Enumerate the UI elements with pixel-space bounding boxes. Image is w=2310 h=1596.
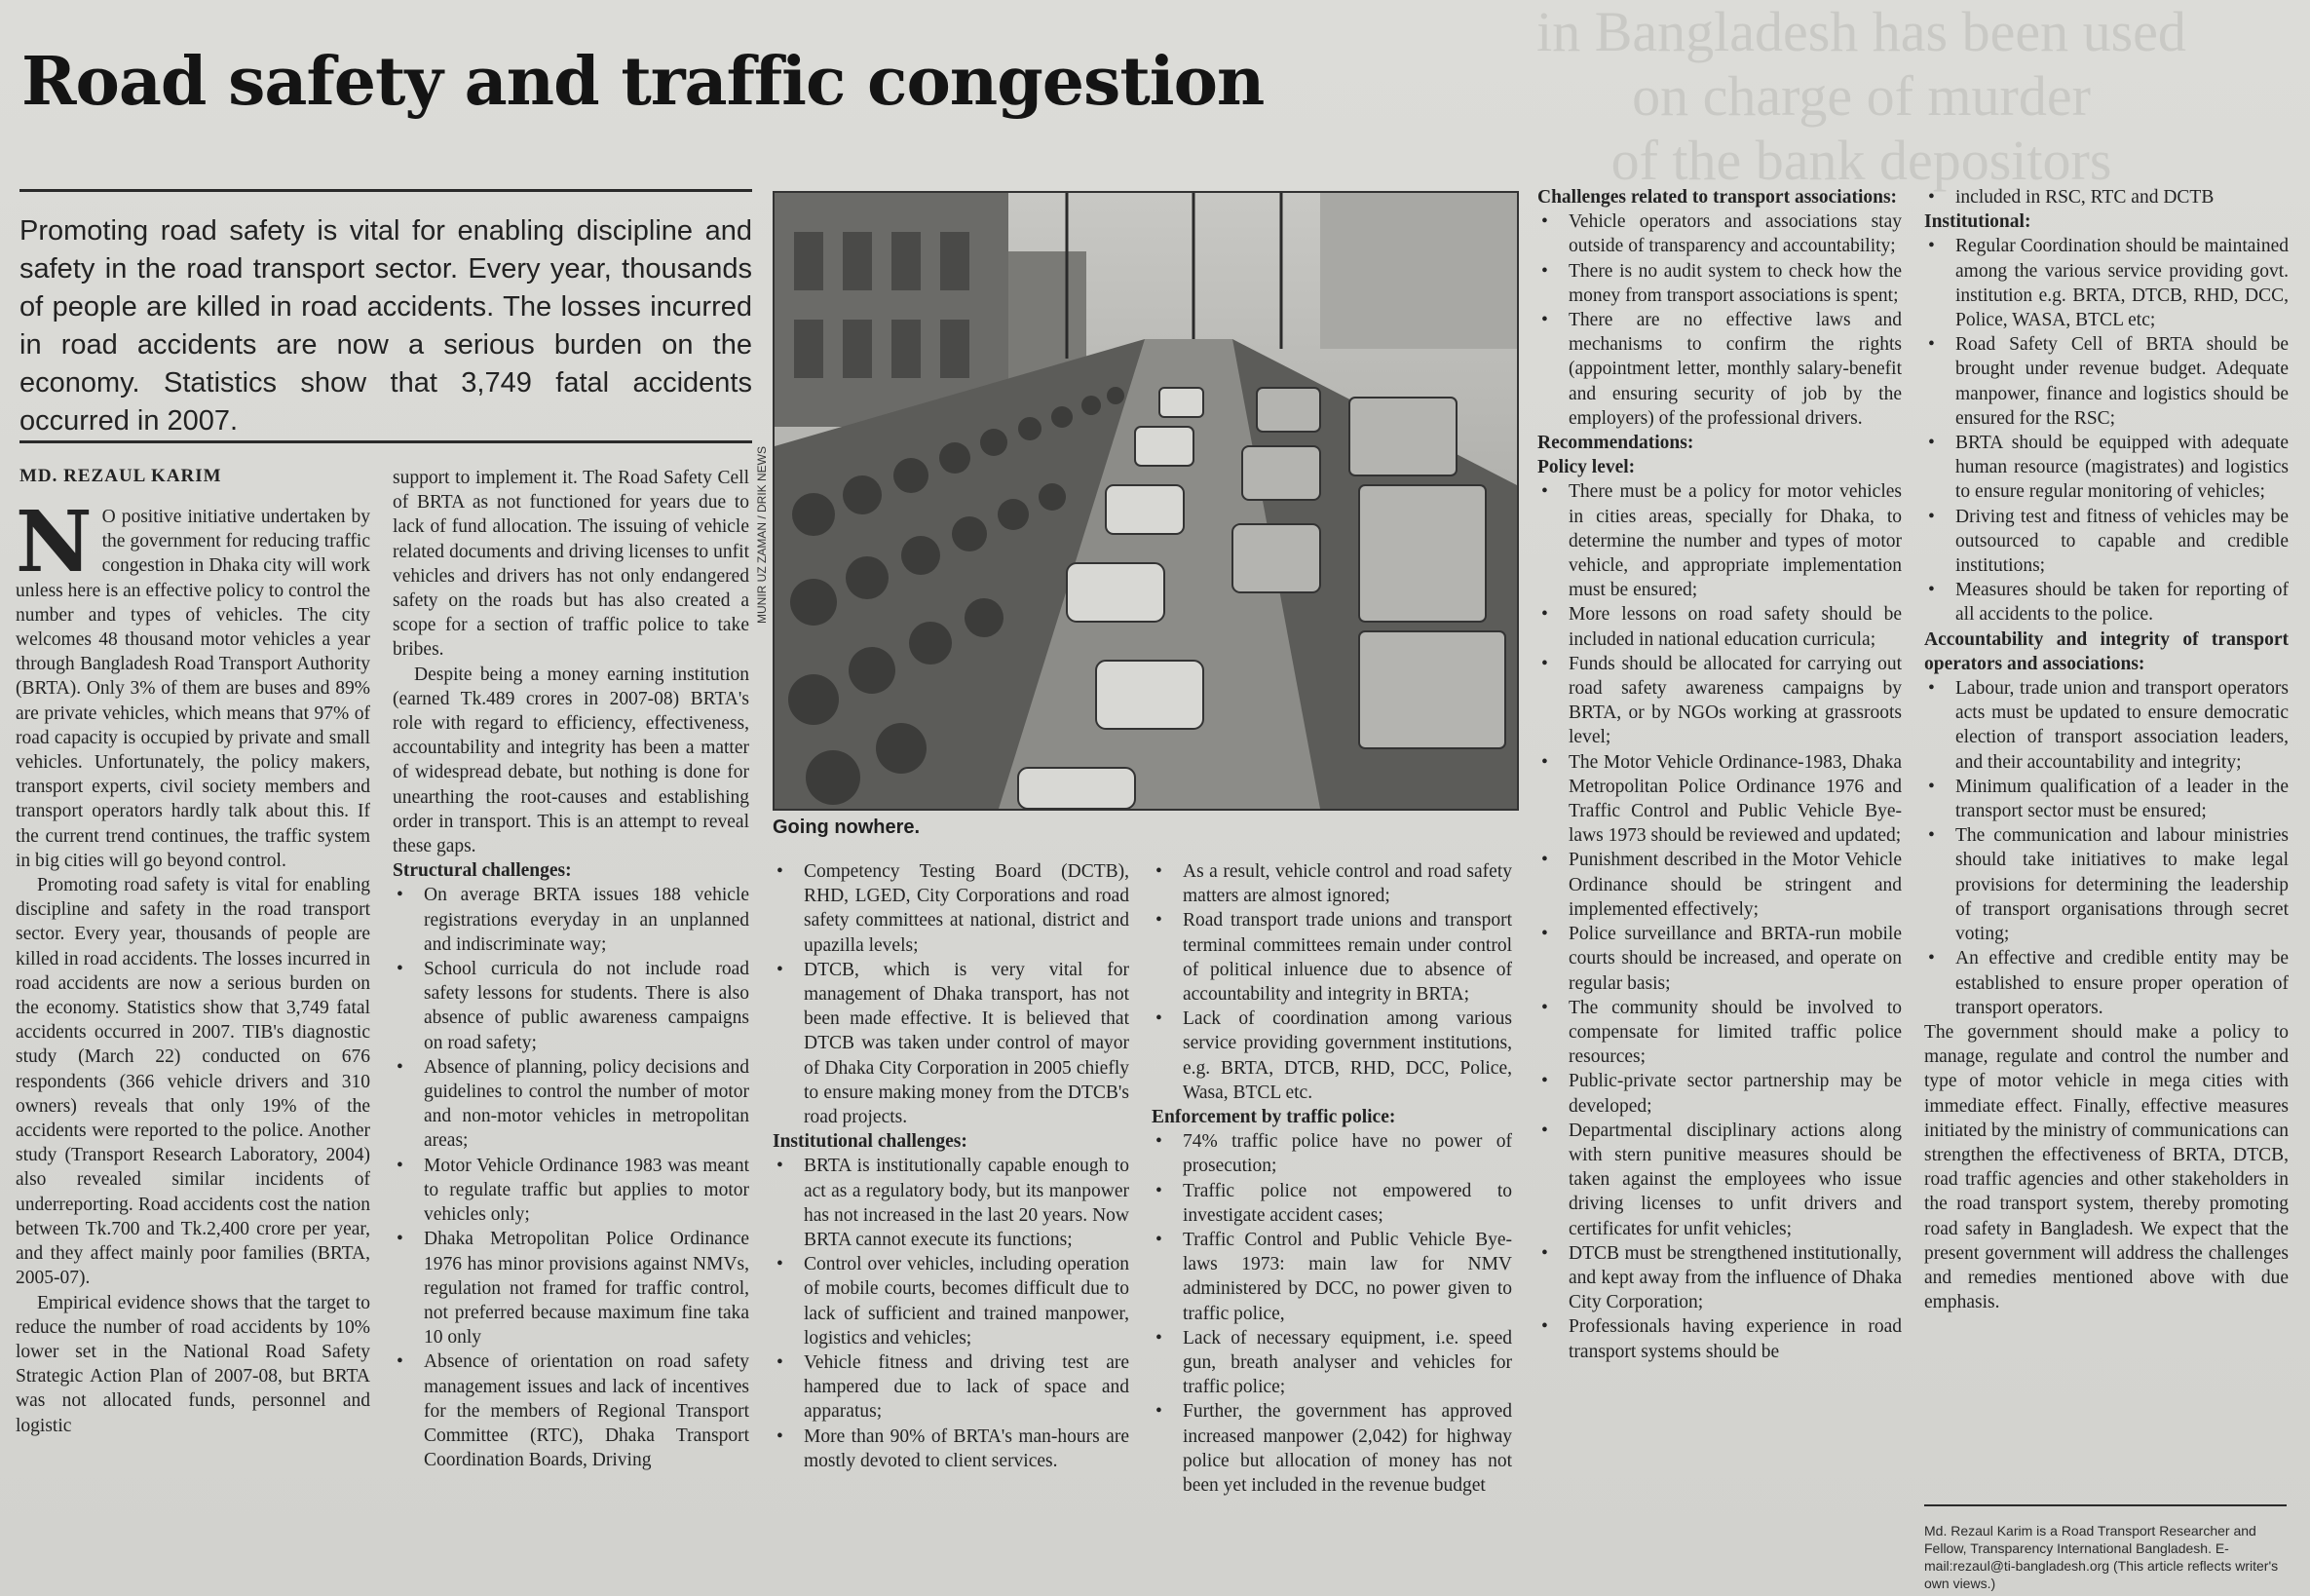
- section-heading: Recommendations:: [1537, 433, 1694, 454]
- bullet-item: • Punishment described in the Motor Vehicle Ordinance should be stringent and implemented effectively;: [1537, 848, 1902, 922]
- section-subheading: Policy level:: [1537, 457, 1636, 478]
- bullet-continuation: • As a result, vehicle control and road safety matters are almost ignored;: [1152, 859, 1512, 908]
- article-column-2: [393, 466, 749, 1472]
- bullet-continuation: • included in RSC, RTC and DCTB: [1924, 185, 2289, 209]
- bullet-item: • Dhaka Metropolitan Police Ordinance 1976 has minor provisions against NMVs, regulation not framed for traffic control, not preferred because maximum fine taka 10 only: [393, 1227, 749, 1349]
- bullet-item: • More lessons on road safety should be included in national education curricula;: [1537, 602, 1902, 651]
- bullet-item: • Lack of coordination among various service providing government institutions, e.g. BRTA, DTCB, RHD, DCC, Police, Wasa, BTCL etc.: [1152, 1007, 1512, 1105]
- bullet-item: • Absence of planning, policy decisions and guidelines to control the number of motor and non-motor vehicles in metropolitan areas;: [393, 1055, 749, 1154]
- bullet-item: • Minimum qualification of a leader in the transport sector must be ensured;: [1924, 775, 2289, 823]
- bullet-item: • Departmental disciplinary actions along with stern punitive measures should be taken against the employees who issue driving licenses to unfit drivers and certificates for unfit vehicles;: [1537, 1119, 1902, 1241]
- photo-credit: MUNIR UZ ZAMAN / DRIK NEWS: [755, 446, 769, 624]
- bullet-item: • Measures should be taken for reporting of all accidents to the police.: [1924, 578, 2289, 627]
- bullet-list: [1924, 185, 2289, 209]
- bullet-item: • Road Safety Cell of BRTA should be brought under revenue budget. Adequate manpower, finance and logistics should be ensured for the RSC;: [1924, 332, 2289, 431]
- bullet-item: • Regular Coordination should be maintained among the various service providing govt. institution e.g. BRTA, DTCB, RHD, DCC, Police, WASA, BTCL etc;: [1924, 234, 2289, 332]
- bullet-item: • There must be a policy for motor vehicles in cities areas, specially for Dhaka, to determine the number and types of motor vehicle, and appropriate implementation must be ensured;: [1537, 479, 1902, 602]
- bullet-item: • Police surveillance and BRTA-run mobile courts should be increased, and operate on regular basis;: [1537, 922, 1902, 996]
- section-heading: Institutional challenges:: [773, 1131, 967, 1153]
- bullet-item: • There is no audit system to check how the money from transport associations is spent;: [1537, 259, 1902, 308]
- bleed-through-text: in Bangladesh has been used on charge of murder of the bank depositors: [1536, 0, 2186, 192]
- bullet-item: • BRTA is institutionally capable enough to act as a regulatory body, but its manpower has not increased in the last 20 years. Now BRTA cannot execute its functions;: [773, 1154, 1129, 1252]
- author-footnote: Md. Rezaul Karim is a Road Transport Researcher and Fellow, Transparency International Bangladesh. E-mail:rezaul@ti-bangladesh.org (This article reflects writer's own views.): [1924, 1523, 2279, 1591]
- article-column-1: [16, 493, 370, 1438]
- bullet-list: [773, 859, 1129, 1129]
- paragraph: Empirical evidence shows that the target to reduce the number of road accidents by 10% lower set in the National Road Safety Strategic Action Plan of 2007-08, but BRTA was not allocated funds, personnel and logistic: [16, 1292, 370, 1436]
- bullet-item: • More than 90% of BRTA's man-hours are mostly devoted to client services.: [773, 1425, 1129, 1473]
- bullet-item: • Control over vehicles, including operation of mobile courts, becomes difficult due to lack of sufficient and trained manpower, logistics and vehicles;: [773, 1252, 1129, 1350]
- bullet-item: • Public-private sector partnership may be developed;: [1537, 1069, 1902, 1118]
- bullet-list: [1924, 676, 2289, 1020]
- bullet-list: [1537, 479, 1902, 1363]
- traffic-photo: [773, 191, 1519, 811]
- section-heading: Enforcement by traffic police:: [1152, 1107, 1396, 1128]
- bullet-item: • Professionals having experience in road transport systems should be: [1537, 1314, 1902, 1363]
- deck-bottom-rule: [19, 440, 752, 443]
- bullet-item: • BRTA should be equipped with adequate human resource (magistrates) and logistics to ensure regular monitoring of vehicles;: [1924, 431, 2289, 505]
- bullet-list: [1152, 1129, 1512, 1498]
- bullet-item: • Vehicle operators and associations stay outside of transparency and accountability;: [1537, 209, 1902, 258]
- article-column-6: [1924, 185, 2289, 1314]
- bullet-item: • Road transport trade unions and transport terminal committees remain under control of political inluence due to absence of accountability and integrity in BRTA;: [1152, 908, 1512, 1007]
- section-heading: Challenges related to transport associations:: [1537, 187, 1898, 208]
- bullet-item: • Traffic Control and Public Vehicle Bye-laws 1973: main law for NMV administered by DCC, no power given to traffic police,: [1152, 1228, 1512, 1326]
- section-heading: Institutional:: [1924, 211, 2031, 233]
- bullet-list: [1924, 234, 2289, 627]
- bullet-item: • DTCB must be strengthened institutionally, and kept away from the influence of Dhaka City Corporation;: [1537, 1241, 1902, 1315]
- paragraph: Despite being a money earning institution (earned Tk.489 crores in 2007-08) BRTA's role with regard to efficiency, effectiveness, accountability and integrity has been a matter of widespread debate, but nothing is done for unearthing the root-causes and establishing order in transport. This is an attempt to reveal these gaps.: [393, 664, 749, 857]
- traffic-photo-illustration: [775, 193, 1517, 809]
- bullet-item: • The community should be involved to compensate for limited traffic police resources;: [1537, 996, 1902, 1070]
- bullet-item: • Labour, trade union and transport operators acts must be updated to ensure democratic election of transport association leaders, and their accountability and integrity;: [1924, 676, 2289, 775]
- footnote-rule: [1924, 1504, 2287, 1506]
- closing-paragraph: The government should make a policy to manage, regulate and control the number and type of motor vehicle in mega cities with immediate effect. Finally, effective measures initiated by the ministry of communications can strengthen the effectiveness of BRTA, DTCB, road traffic agencies and other stakeholders in the road transport system, thereby promoting road safety in Bangladesh. We expect that the present government will address the challenges and remedies mentioned above with due emphasis.: [1924, 1021, 2289, 1313]
- section-heading: Accountability and integrity of transport operators and associations:: [1924, 628, 2289, 674]
- bullet-item: • 74% traffic police have no power of prosecution;: [1152, 1129, 1512, 1178]
- bullet-item: • Funds should be allocated for carrying out road safety awareness campaigns by BRTA, or by NGOs working at grassroots level;: [1537, 652, 1902, 750]
- bullet-item: • Further, the government has approved increased manpower (2,042) for highway police but allocation of money has not been yet included in the revenue budget: [1152, 1399, 1512, 1498]
- article-column-3: [773, 859, 1129, 1473]
- bullet-item: • Absence of orientation on road safety management issues and lack of incentives for the members of Regional Transport Committee (RTC), Dhaka Transport Coordination Boards, Driving: [393, 1349, 749, 1472]
- bullet-item: • Lack of necessary equipment, i.e. speed gun, breath analyser and vehicles for traffic police;: [1152, 1326, 1512, 1400]
- byline: MD. REZAUL KARIM: [19, 466, 222, 486]
- section-heading: Structural challenges:: [393, 860, 572, 882]
- article-column-4: [1152, 859, 1512, 1498]
- bullet-item: • Traffic police not empowered to investigate accident cases;: [1152, 1179, 1512, 1228]
- bullet-item: • There are no effective laws and mechanisms to confirm the rights (appointment letter, monthly salary-benefit and ensuring security of job by the employers) of the professional drivers.: [1537, 308, 1902, 431]
- headline: Road safety and traffic congestion: [21, 43, 1265, 121]
- bullet-continuation: • Competency Testing Board (DCTB), RHD, LGED, City Corporations and road safety committees at national, district and upazilla levels;: [773, 859, 1129, 958]
- bullet-list: [773, 1154, 1129, 1473]
- bullet-item: • School curricula do not include road safety lessons for students. There is also absence of public awareness campaigns on road safety;: [393, 957, 749, 1055]
- bullet-list: [1152, 859, 1512, 1105]
- bullet-item: • On average BRTA issues 188 vehicle registrations everyday in an unplanned and indiscriminate way;: [393, 883, 749, 957]
- deck-top-rule: [19, 189, 752, 192]
- paragraph: Promoting road safety is vital for enabling discipline and safety in the road transport sector. Every year, thousands of people are killed in road accidents. The losses incurred in road accidents are now a serious burden on the economy. Statistics show that 3,749 fatal accidents occurred in 2007. TIB's diagnostic study (March 22) conducted on 676 respondents (366 vehicle drivers and 310 owners) reveals that only 19% of the accidents were reported to the police. Another study (Transport Research Laboratory, 2004) also revealed similar incidents of underreporting. Road accidents cost the nation between Tk.700 and Tk.2,400 crore per year, and they affect mainly poor families (BRTA, 2005-07).: [16, 875, 370, 1289]
- bullet-item: • Vehicle fitness and driving test are hampered due to lack of space and apparatus;: [773, 1350, 1129, 1425]
- drop-cap: N: [16, 493, 93, 591]
- paragraph: support to implement it. The Road Safety Cell of BRTA as not functioned for years due to lack of fund allocation. The issuing of vehicle related documents and driving licenses to unfit vehicles and drivers has not only endangered safety on the roads but has also created a scope for a section of traffic police to take bribes.: [393, 468, 749, 661]
- deck: Promoting road safety is vital for enabling discipline and safety in the road transport sector. Every year, thousands of people are killed in road accidents. The losses incurred in road accidents are now a serious burden on the economy. Statistics show that 3,749 fatal accidents occurred in 2007.: [19, 215, 752, 437]
- bullet-item: • Motor Vehicle Ordinance 1983 was meant to regulate traffic but applies to motor vehicles only;: [393, 1154, 749, 1228]
- bullet-item: • The Motor Vehicle Ordinance-1983, Dhaka Metropolitan Police Ordinance 1976 and Traffic Control and Public Vehicle Bye-laws 1973 should be reviewed and updated;: [1537, 750, 1902, 849]
- photo-caption: Going nowhere.: [773, 817, 921, 838]
- bullet-list: [1537, 209, 1902, 431]
- article-column-5: [1537, 185, 1902, 1364]
- lead-paragraph: N O positive initiative undertaken by the government for reducing traffic congestion in Dhaka city will work unless here is an effective policy to control the number and types of vehicles. The city welcomes 48 thousand motor vehicles a year through Bangladesh Road Transport Authority (BRTA). Only 3% of them are buses and 89% are private vehicles, which means that 97% of road capacity is occupied by private and small vehicles. Unfortunately, the policy makers, transport experts, civil society members and transport operators hardly talk about this. If the current trend continues, the traffic system in big cities will go beyond control.: [16, 493, 370, 871]
- bullet-item: • Driving test and fitness of vehicles may be outsourced to capable and credible institutions;: [1924, 505, 2289, 579]
- bullet-item: • DTCB, which is very vital for management of Dhaka transport, has not been made effective. It is believed that DTCB was taken under control of mayor of Dhaka City Corporation in 2005 chiefly to ensure making money from the DTCB's road projects.: [773, 958, 1129, 1129]
- bullet-item: • The communication and labour ministries should take initiatives to make legal provisions for determining the leadership of transport organisations through secret voting;: [1924, 823, 2289, 946]
- bullet-list: [393, 883, 749, 1472]
- bullet-item: • An effective and credible entity may be established to ensure proper operation of transport operators.: [1924, 946, 2289, 1020]
